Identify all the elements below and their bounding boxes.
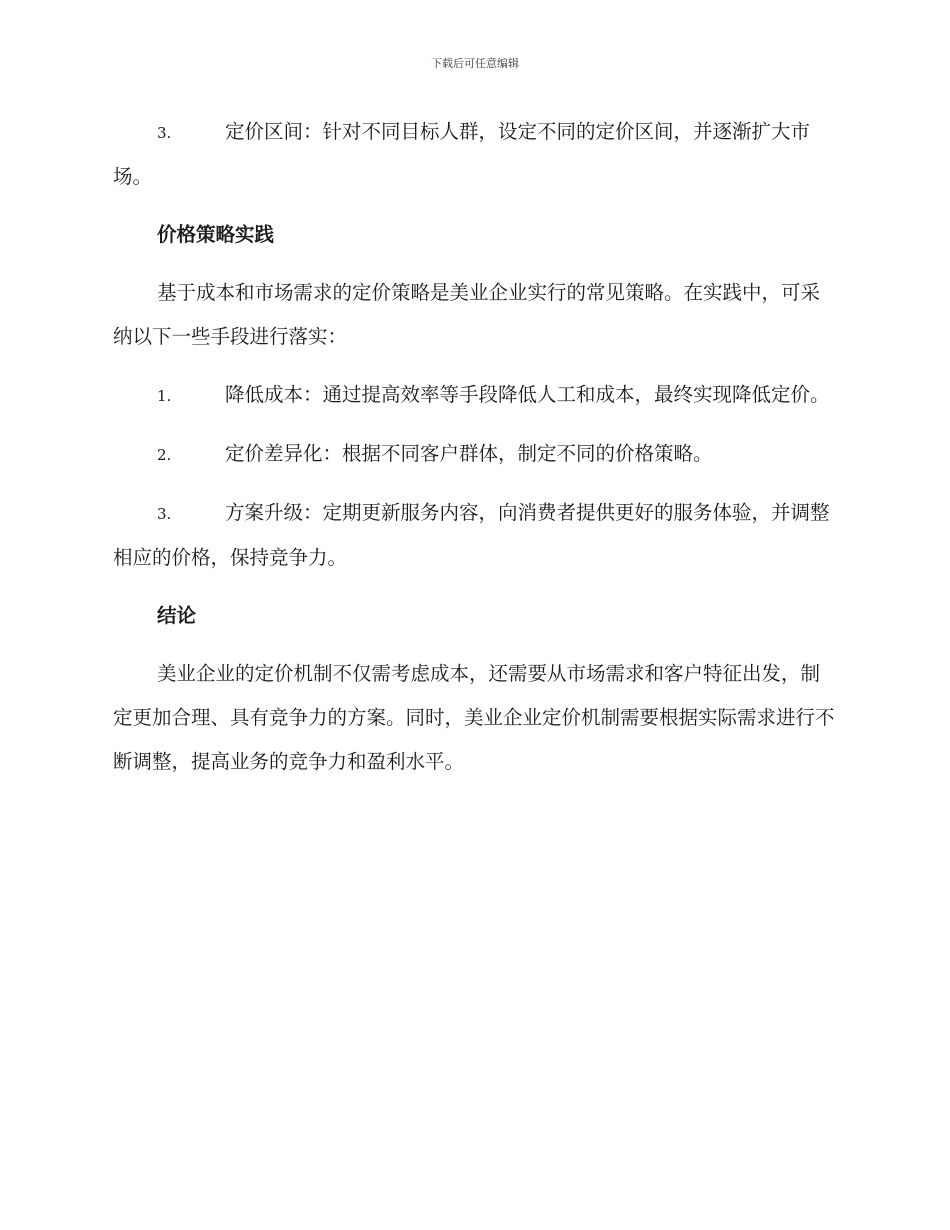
list-number: 3. <box>157 505 172 523</box>
section-heading-practice: 价格策略实践 <box>157 223 275 246</box>
paragraph-conclusion: 美业企业的定价机制不仅需考虑成本，还需要从市场需求和客户特征出发，制定更加合理、具有竞争力的方案。同时，美业企业定价机制需要根据实际需求进行不断调整，提高业务的竞争力和盈利水平。 <box>113 662 835 773</box>
page-header: 下载后可任意编辑 <box>431 57 519 70</box>
list-item <box>113 491 835 580</box>
list-text: 定价区间：针对不同目标人群，设定不同的定价区间，并逐渐扩大市场。 <box>113 120 811 188</box>
section-heading-conclusion: 结论 <box>157 604 197 627</box>
list-item <box>113 373 835 418</box>
list-number: 2. <box>157 446 172 464</box>
list-text: 定价差异化：根据不同客户群体，制定不同的价格策略。 <box>225 442 713 465</box>
list-number: 1. <box>157 387 172 405</box>
list-number: 3. <box>157 124 172 142</box>
list-item <box>113 432 835 477</box>
document-body <box>113 110 835 798</box>
list-text: 降低成本：通过提高效率等手段降低人工和成本，最终实现降低定价。 <box>225 383 830 406</box>
list-item-pricing-range <box>113 110 835 199</box>
list-text: 方案升级：定期更新服务内容，向消费者提供更好的服务体验，并调整相应的价格，保持竞争力。 <box>113 501 830 569</box>
paragraph-practice-intro: 基于成本和市场需求的定价策略是美业企业实行的常见策略。在实践中，可采纳以下一些手段进行落实： <box>113 281 821 348</box>
